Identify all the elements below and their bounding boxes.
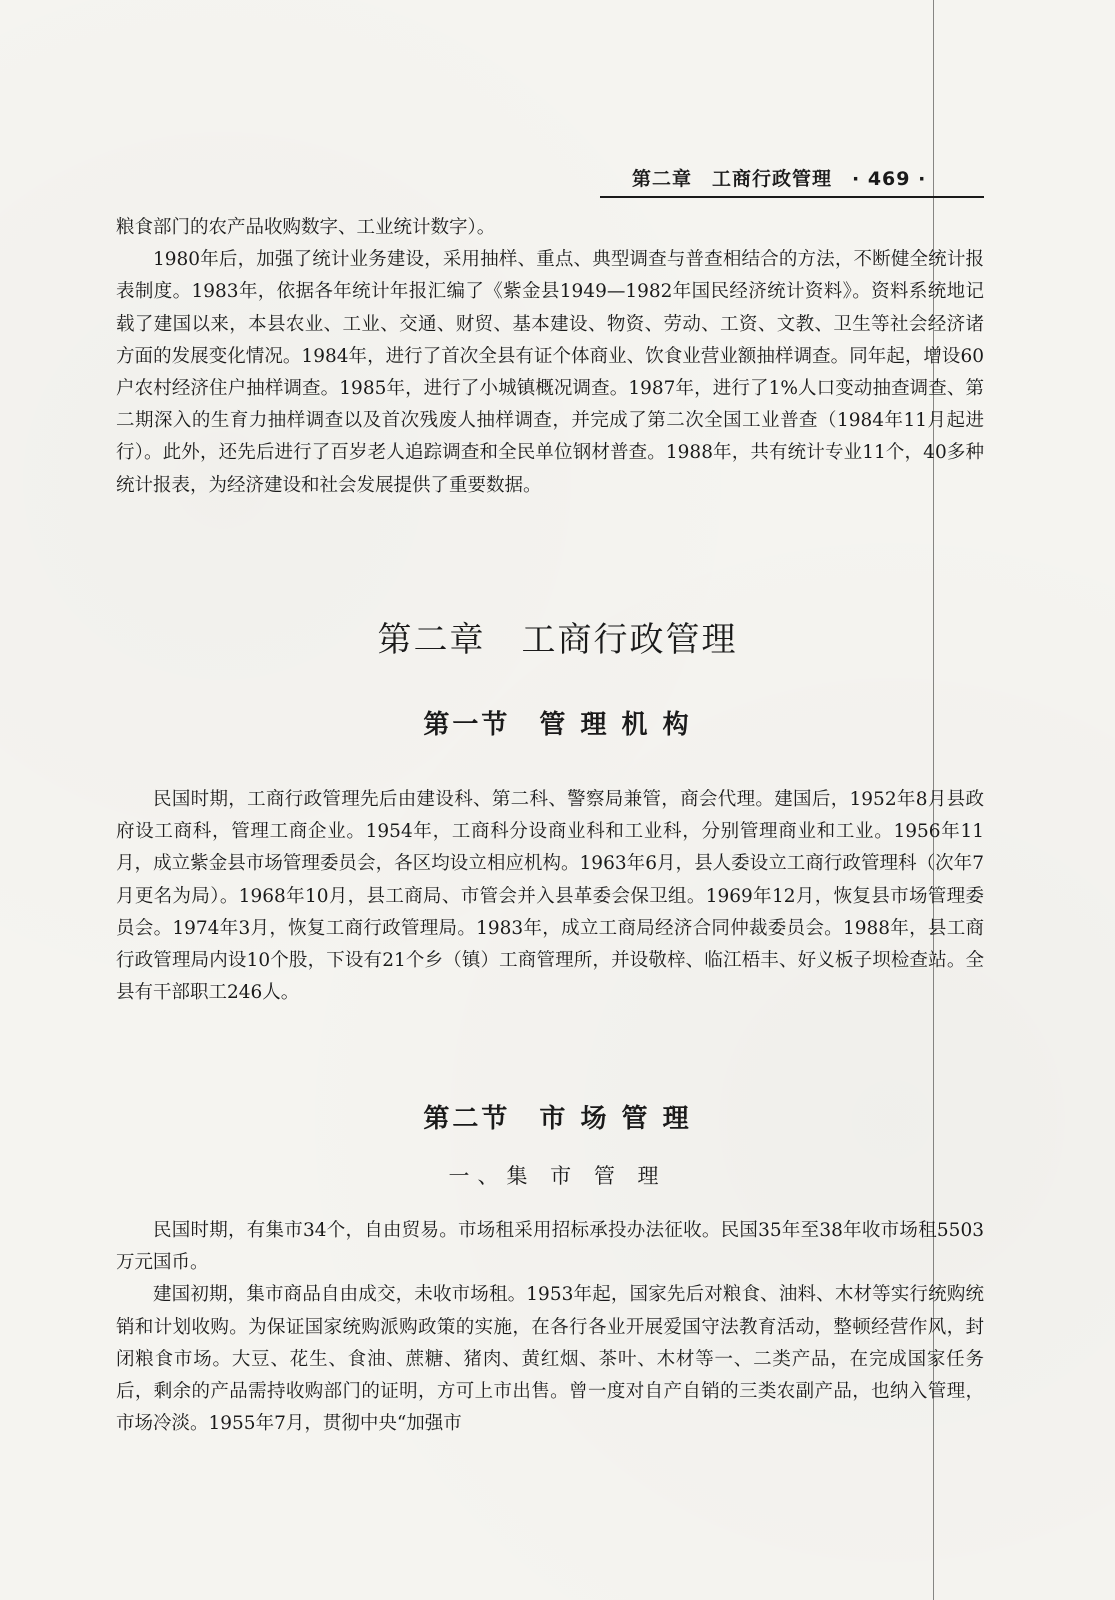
running-header xyxy=(600,160,980,200)
intro-block xyxy=(116,212,984,502)
section-2-paragraph-1: 民国时期，有集市34个，自由贸易。市场租采用招标承投办法征收。民国35年至38年收市场租5503万元国币。 xyxy=(116,1220,984,1274)
intro-paragraph-2: 1980年后，加强了统计业务建设，采用抽样、重点、典型调查与普查相结合的方法，不断健全统计报表制度。1983年，依据各年统计年报汇编了《紫金县1949—1982年国民经济统计资料》。资料系统地记载了建国以来，本县农业、工业、交通、财贸、基本建设、物资、劳动、工资、文教、卫生等社会经济诸方面的发展变化情况。1984年，进行了首次全县有证个体商业、饮食业营业额抽样调查。同年起，增设60户农村经济住户抽样调查。1985年，进行了小城镇概况调查。1987年，进行了1%人口变动抽查调查、第二期深入的生育力抽样调查以及首次残废人抽样调查，并完成了第二次全国工业普查（1984年11月起进行）。此外，还先后进行了百岁老人追踪调查和全民单位钢材普查。1988年，共有统计专业11个，40多种统计报表，为经济建设和社会发展提供了重要数据。 xyxy=(116,249,984,496)
subsection-title: 一、集 市 管 理 xyxy=(448,1164,667,1188)
section-2-paragraph-2: 建国初期，集市商品自由成交，未收市场租。1953年起，国家先后对粮食、油料、木材等实行统购统销和计划收购。为保证国家统购派购政策的实施，在各行各业开展爱国守法教育活动，整顿经营作风，封闭粮食市场。大豆、花生、食油、蔗糖、猪肉、黄红烟、茶叶、木材等一、二类产品，在完成国家任务后，剩余的产品需持收购部门的证明，方可上市出售。曾一度对自产自销的三类农副产品，也纳入管理，市场冷淡。1955年7月，贯彻中央“加强市 xyxy=(116,1284,984,1435)
chapter-title: 第二章 工商行政管理 xyxy=(377,620,738,660)
section-2-body xyxy=(116,1215,984,1440)
intro-paragraph-1: 粮食部门的农产品收购数字、工业统计数字）。 xyxy=(116,217,496,238)
section-2-title: 第二节 市 场 管 理 xyxy=(423,1104,692,1134)
running-head-text: 第二章 工商行政管理 · 469 · xyxy=(632,168,927,190)
section-1-title: 第一节 管 理 机 构 xyxy=(423,710,692,740)
header-rule xyxy=(600,196,984,198)
section-1-paragraph-1: 民国时期，工商行政管理先后由建设科、第二科、警察局兼管，商会代理。建国后，1952年8月县政府设工商科，管理工商企业。1954年，工商科分设商业科和工业科，分别管理商业和工业。1956年11月，成立紫金县市场管理委员会，各区均设立相应机构。1963年6月，县人委设立工商行政管理科（次年7月更名为局）。1968年10月，县工商局、市管会并入县革委会保卫组。1969年12月，恢复县市场管理委员会。1974年3月，恢复工商行政管理局。1983年，成立工商局经济合同仲裁委员会。1988年，县工商行政管理局内设10个股，下设有21个乡（镇）工商管理所，并设敬梓、临江梧丰、好义板子坝检查站。全县有干部职工246人。 xyxy=(116,789,984,1004)
section-1-body xyxy=(116,784,984,1009)
